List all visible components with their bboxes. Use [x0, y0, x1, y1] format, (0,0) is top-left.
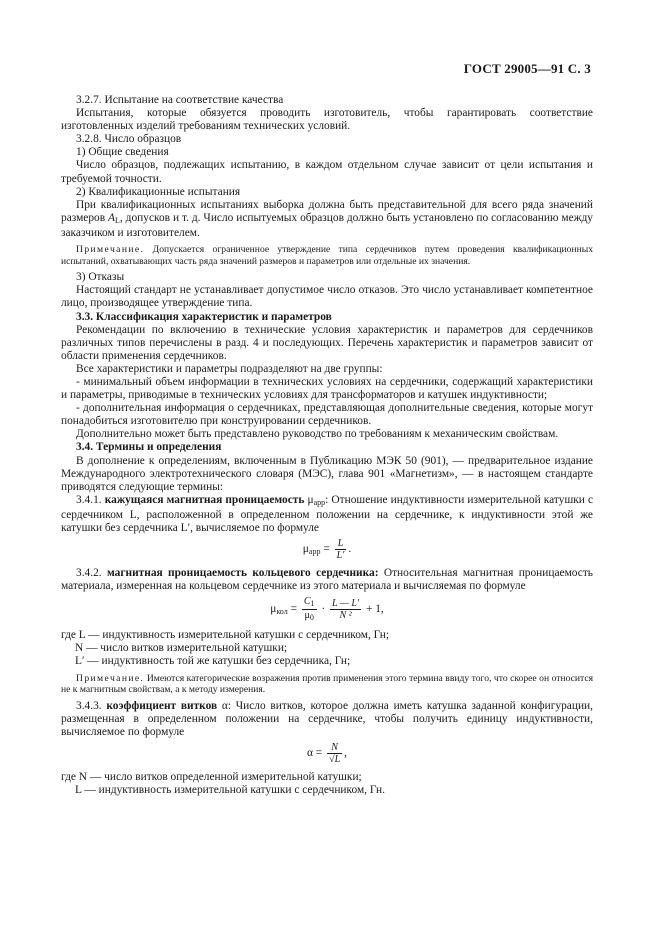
fraction: $\frac{L — L'}{\text{N ²}}$ [332, 598, 360, 622]
section-3-3-paragraph-2: Все характеристики и параметры подразделяют на две группы: [76, 362, 383, 375]
section-3-2-7-title: 3.2.7. Испытание на соответствие качества [76, 94, 284, 106]
section-3-3-title: 3.3. Классификация характеристик и параметров [76, 310, 332, 323]
fraction: $\frac{C_1}{\mu_0}$ [303, 596, 315, 623]
section-3-3-paragraph-5: Дополнительно может быть представлено руководство по требованиям к механическим свойствам. [76, 428, 559, 441]
term-turns-coefficient: коэффициент витков [106, 699, 218, 712]
fraction: $\frac{L}{L'}$ [336, 538, 345, 562]
subsection-general-text: Число образцов, подлежащих испытанию, в каждом отдельном случае зависит от цели испытания и требуемой точности. [61, 159, 593, 185]
where-list-1-item-3: L′ — индуктивность той же катушки без сердечника, Гн; [75, 655, 351, 668]
where-list-1-item-2: N — число витков измерительной катушки; [75, 642, 288, 655]
subsection-failures-title: 3) Отказы [76, 271, 125, 284]
section-3-2-7-text: Испытания, которые обязуется проводить изготовитель, чтобы гарантировать соответствие изготовленных изделий требованиям технических условий. [61, 107, 593, 133]
formula-toroidal-permeability: $\mu_{кол}$ = $\frac{C_1}{\mu_0}$ · $\frac{L — L'}{\text{N ²}}$ + 1, [270, 596, 384, 623]
section-3-3-paragraph-1: Рекомендации по включению в технические условия характеристик и параметров для сердечников различных типов перечислены в разд. 4 и последующих. Перечень характеристик и параметров зависит от области применения сердечников. [61, 323, 593, 362]
term-toroidal-permeability: магнитная проницаемость кольцевого сердечника: [107, 567, 379, 580]
formula-turns-coefficient: α = $\frac{N}{√L}$ , [306, 742, 348, 766]
section-3-3-list-item-1: - минимальный объем информации в технических условиях на сердечники, содержащий характеристики и параметры, приводимые в технических условиях для трансформаторов и катушек индуктивности; [61, 375, 593, 402]
page-header: ГОСТ 29005—91 С. 3 [463, 61, 591, 76]
symbol-al: A [108, 211, 116, 224]
note-label: Примечание. [76, 244, 145, 256]
where-list-2-item-2: L — индуктивность измерительной катушки с сердечником, Гн. [75, 784, 385, 797]
section-3-4-title: 3.4. Термины и определения [76, 441, 222, 454]
note-2: Примечание. Имеются категорические возражения против применения этого термина ввиду того, что скорее он относится не к магнитным свойствам, а к методу измерения. [61, 672, 593, 696]
term-apparent-permeability: кажущаяся магнитная проницаемость [104, 493, 305, 506]
subsection-qualification-title: 2) Квалификационные испытания [76, 185, 241, 198]
term-3-4-1: 3.4.1. кажущаяся магнитная проницаемость $\mu_{app}$: Отношение индуктивности измерительной катушки с сердечником L, расположенной в определенном положении на сердечнике, к индуктивности этой же катушки без сердечника L′, вычисляемое по формуле [61, 493, 593, 534]
subsection-general-title: 1) Общие сведения [76, 146, 169, 159]
note-label: Примечание. [76, 672, 145, 684]
section-3-3-list-item-2: - дополнительная информация о сердечниках, представляющая дополнительные сведения, которые могут понадобиться изготовителю при конструировании сердечников. [61, 402, 593, 428]
term-3-4-2: 3.4.2. магнитная проницаемость кольцевого сердечника: Относительная магнитная проницаемость материала, измеренная на кольцевом сердечнике из этого материала и вычисляемая по формуле [61, 567, 593, 593]
where-list-1-item-1: где L — индуктивность измерительной катушки с сердечником, Гн; [61, 629, 390, 642]
formula-apparent-permeability: $\mu_{app}$ = $\frac{L}{L'}$ . [302, 538, 352, 562]
subsection-failures-text: Настоящий стандарт не устанавливает допустимое число отказов. Это число устанавливает компетентное лицо, производящее утверждение типа. [61, 284, 593, 310]
subsection-qualification-text: При квалификационных испытаниях выборка должна быть представительной для всего ряда значений размеров $A_L$, допусков и т. д. Число испытуемых образцов должно быть установлено по согласованию между заказчиком и изготовителем. [61, 198, 593, 239]
document-body [61, 94, 593, 797]
term-3-4-3: 3.4.3. коэффициент витков α: Число витков, которое должна иметь катушка заданной конфигурации, размещенная в определенном положении на сердечнике, чтобы получить единицу индуктивности, вычисляемое по формуле [61, 699, 593, 738]
section-3-2-8-title: 3.2.8. Число образцов [76, 133, 182, 146]
fraction: $\frac{N}{√L}$ [329, 742, 341, 766]
note-1: Примечание. Допускается ограниченное утверждение типа сердечников путем проведения квалификационных испытаний, охватывающих часть ряда значений размеров и параметров или отдельные их значения. [61, 244, 593, 267]
where-list-2-item-1: где N — число витков определенной измерительной катушки; [61, 771, 362, 784]
section-3-4-paragraph-1: В дополнение к определениям, включенным в Публикацию МЭК 50 (901), — предварительное издание Международного электротехнического словаря (МЭС), глава 901 «Магнетизм», — в настоящем стандарте приводятся следующие термины: [61, 454, 593, 493]
